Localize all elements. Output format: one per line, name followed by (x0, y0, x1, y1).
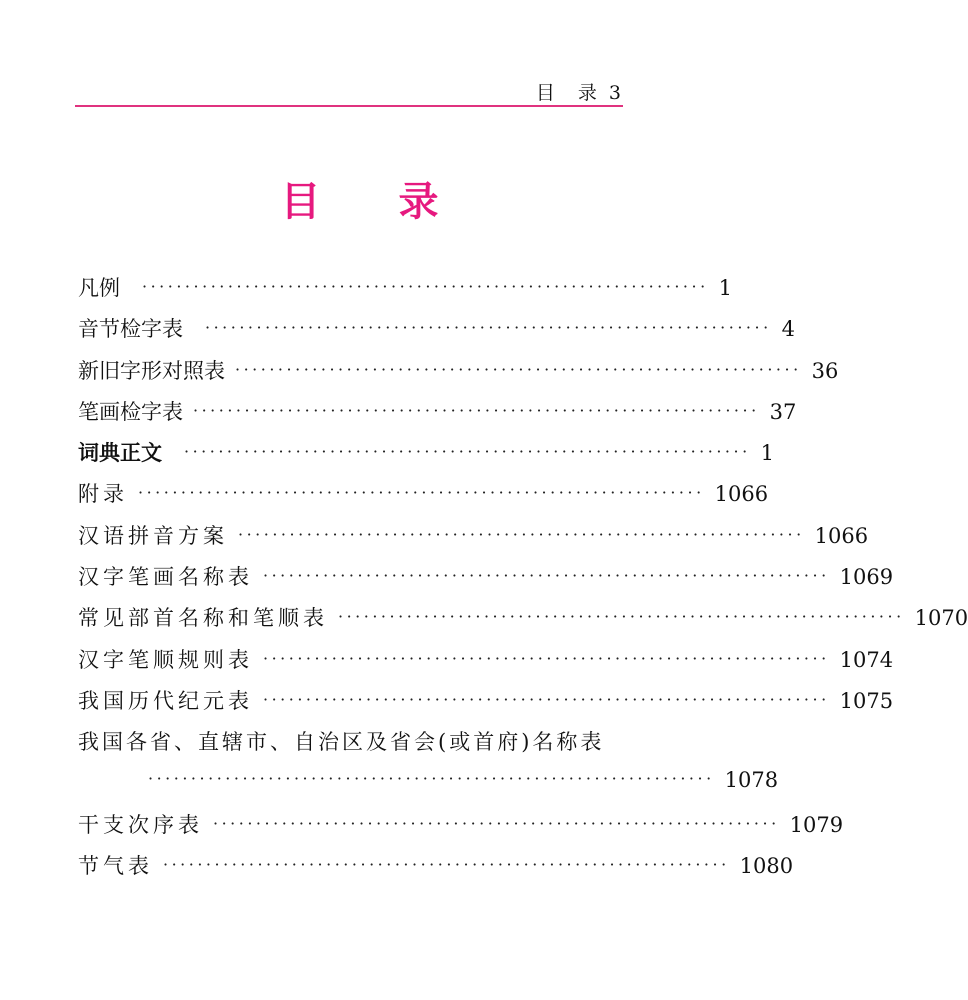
toc-entry-era-table[interactable] (78, 685, 894, 726)
leader-dots: ·································································· (263, 566, 830, 586)
table-of-contents (78, 272, 968, 891)
toc-entry-ganzhi[interactable] (78, 809, 844, 850)
toc-entry-label: 词典正文 (78, 441, 162, 466)
toc-entry-label: 常见部首名称和笔顺表 (78, 606, 328, 631)
toc-entry-fanli[interactable] (78, 272, 733, 313)
toc-entry-label: 我国各省、直辖市、自治区及省会(或首府)名称表 (78, 730, 605, 755)
toc-entry-glyph-comparison[interactable] (78, 355, 839, 396)
toc-entry-page: 1080 (739, 854, 794, 879)
toc-entry-page: 1078 (724, 767, 779, 792)
toc-entry-label: 汉字笔顺规则表 (78, 647, 253, 672)
toc-entry-stroke-order-rules[interactable] (78, 644, 894, 685)
toc-entry-provinces-page[interactable] (78, 767, 779, 809)
running-header-page-number: 3 (608, 82, 623, 104)
leader-dots: ·································································· (263, 648, 830, 668)
toc-entry-page: 1070 (914, 606, 968, 631)
toc-entry-page: 1066 (814, 523, 869, 548)
leader-dots: ·································································· (205, 318, 772, 338)
toc-entry-page: 1066 (714, 482, 769, 507)
leader-dots: ·································································· (163, 855, 730, 875)
toc-entry-label: 凡例 (78, 276, 120, 300)
leader-dots: ·································································· (263, 689, 830, 709)
toc-entry-page: 4 (781, 317, 796, 342)
leader-dots: ·································································· (238, 524, 805, 544)
toc-entry-page: 1079 (789, 812, 844, 837)
toc-entry-main-text[interactable] (78, 437, 775, 478)
leader-dots: ·································································· (138, 483, 705, 503)
toc-entry-label: 附录 (78, 482, 128, 507)
header-rule (75, 105, 623, 107)
toc-entry-page: 1074 (839, 647, 894, 672)
toc-entry-label: 笔画检字表 (78, 399, 183, 424)
leader-dots: ·································································· (213, 813, 780, 833)
toc-entry-pinyin-scheme[interactable] (78, 520, 869, 561)
toc-entry-page: 37 (769, 399, 797, 424)
leader-dots: ·································································· (193, 400, 760, 420)
page-title: 目录 (280, 179, 517, 225)
toc-entry-label: 汉语拼音方案 (78, 523, 228, 548)
running-header (75, 78, 623, 105)
leader-dots: ·································································· (184, 442, 751, 462)
leader-dots: ·································································· (148, 768, 715, 788)
toc-entry-label: 我国历代纪元表 (78, 688, 253, 713)
toc-entry-appendix[interactable] (78, 478, 769, 519)
leader-dots: ·································································· (235, 359, 802, 379)
toc-entry-page: 1069 (839, 565, 894, 590)
toc-entry-label: 汉字笔画名称表 (78, 565, 253, 590)
leader-dots: ·································································· (142, 277, 709, 296)
leader-dots: ·································································· (338, 607, 905, 627)
toc-entry-syllable-index[interactable] (78, 313, 796, 354)
toc-entry-radical-names[interactable] (78, 602, 968, 643)
toc-entry-page: 36 (811, 358, 839, 383)
toc-entry-page: 1075 (839, 688, 894, 713)
toc-entry-stroke-index[interactable] (78, 396, 797, 437)
toc-entry-label: 干支次序表 (78, 812, 203, 837)
running-header-title: 目 录 (535, 82, 599, 104)
toc-entry-label: 音节检字表 (78, 317, 183, 342)
toc-entry-page: 1 (760, 441, 775, 466)
toc-entry-label: 新旧字形对照表 (78, 358, 225, 383)
toc-entry-provinces-label[interactable] (78, 726, 624, 767)
toc-entry-stroke-names[interactable] (78, 561, 894, 602)
toc-entry-solar-terms[interactable] (78, 850, 794, 891)
toc-entry-label: 节气表 (78, 854, 153, 879)
toc-entry-page: 1 (718, 276, 733, 300)
